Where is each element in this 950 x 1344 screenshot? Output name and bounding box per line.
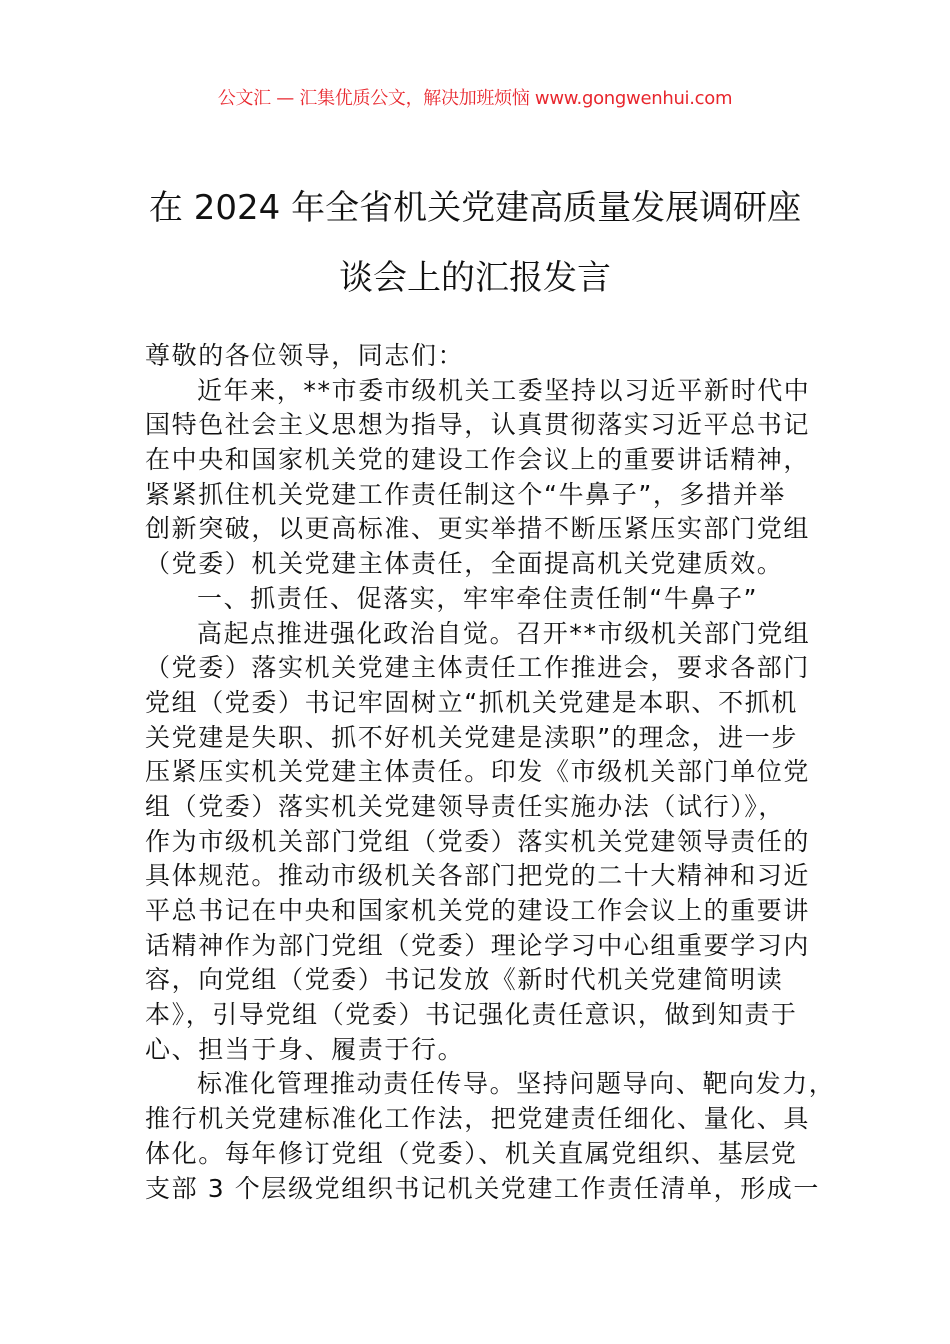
text-line: 一、抓责任、促落实，牢牢牵住责任制“牛鼻子”	[197, 583, 759, 613]
text-line: 本》，引导党组（党委）书记强化责任意识，做到知责于	[145, 1000, 798, 1030]
text-line: 平总书记在中央和国家机关党的建设工作会议上的重要讲	[145, 896, 811, 925]
text-line: 党组（党委）书记牢固树立“抓机关党建是本职、不抓机	[145, 687, 798, 717]
text-line: 近年来，**市委市级机关工委坚持以习近平新时代中	[197, 375, 811, 405]
text-line: 推行机关党建标准化工作法，把党建责任细化、量化、具	[145, 1104, 811, 1134]
watermark-header: 公文汇 — 汇集优质公文，解决加班烦恼 www.gongwenhui.com	[217, 88, 733, 109]
paragraph	[145, 1067, 835, 1206]
text-line: 尊敬的各位领导，同志们：	[145, 341, 465, 370]
document-title-line-2: 谈会上的汇报发言	[339, 258, 611, 298]
paragraph	[145, 617, 835, 1068]
document-body	[145, 339, 835, 1206]
document-title-line-1: 在 2024 年全省机关党建高质量发展调研座	[148, 188, 802, 228]
text-line: 具体规范。推动市级机关各部门把党的二十大精神和习近	[145, 861, 811, 891]
text-line: 话精神作为部门党组（党委）理论学习中心组重要学习内	[145, 930, 811, 960]
text-line: 体化。每年修订党组（党委）、机关直属党组织、基层党	[145, 1138, 798, 1168]
paragraph	[145, 582, 835, 617]
text-line: 高起点推进强化政治自觉。召开**市级机关部门党组	[197, 618, 811, 648]
text-line: 容，向党组（党委）书记发放《新时代机关党建简明读	[145, 965, 784, 995]
text-line: 压紧压实机关党建主体责任。印发《市级机关部门单位党	[145, 757, 811, 787]
text-line: 组（党委）落实机关党建领导责任实施办法（试行）》，	[145, 791, 786, 821]
paragraph	[145, 374, 835, 582]
paragraph	[145, 339, 835, 374]
text-line: 紧紧抓住机关党建工作责任制这个“牛鼻子”，多措并举	[145, 479, 786, 509]
text-line: 标准化管理推动责任传导。坚持问题导向、靶向发力，	[197, 1069, 836, 1099]
text-line: 支部 3 个层级党组织书记机关党建工作责任清单，形成一	[145, 1173, 821, 1203]
text-line: 在中央和国家机关党的建设工作会议上的重要讲话精神，	[145, 445, 811, 475]
text-line: 关党建是失职、抓不好机关党建是渎职”的理念，进一步	[145, 722, 798, 752]
text-line: 国特色社会主义思想为指导，认真贯彻落实习近平总书记	[145, 410, 811, 440]
text-line: 心、担当于身、履责于行。	[145, 1034, 465, 1064]
text-line: 创新突破，以更高标准、更实举措不断压紧压实部门党组	[145, 514, 811, 544]
text-line: （党委）落实机关党建主体责任工作推进会，要求各部门	[145, 653, 811, 683]
text-line: （党委）机关党建主体责任，全面提高机关党建质效。	[145, 549, 784, 579]
text-line: 作为市级机关部门党组（党委）落实机关党建领导责任的	[145, 826, 811, 856]
